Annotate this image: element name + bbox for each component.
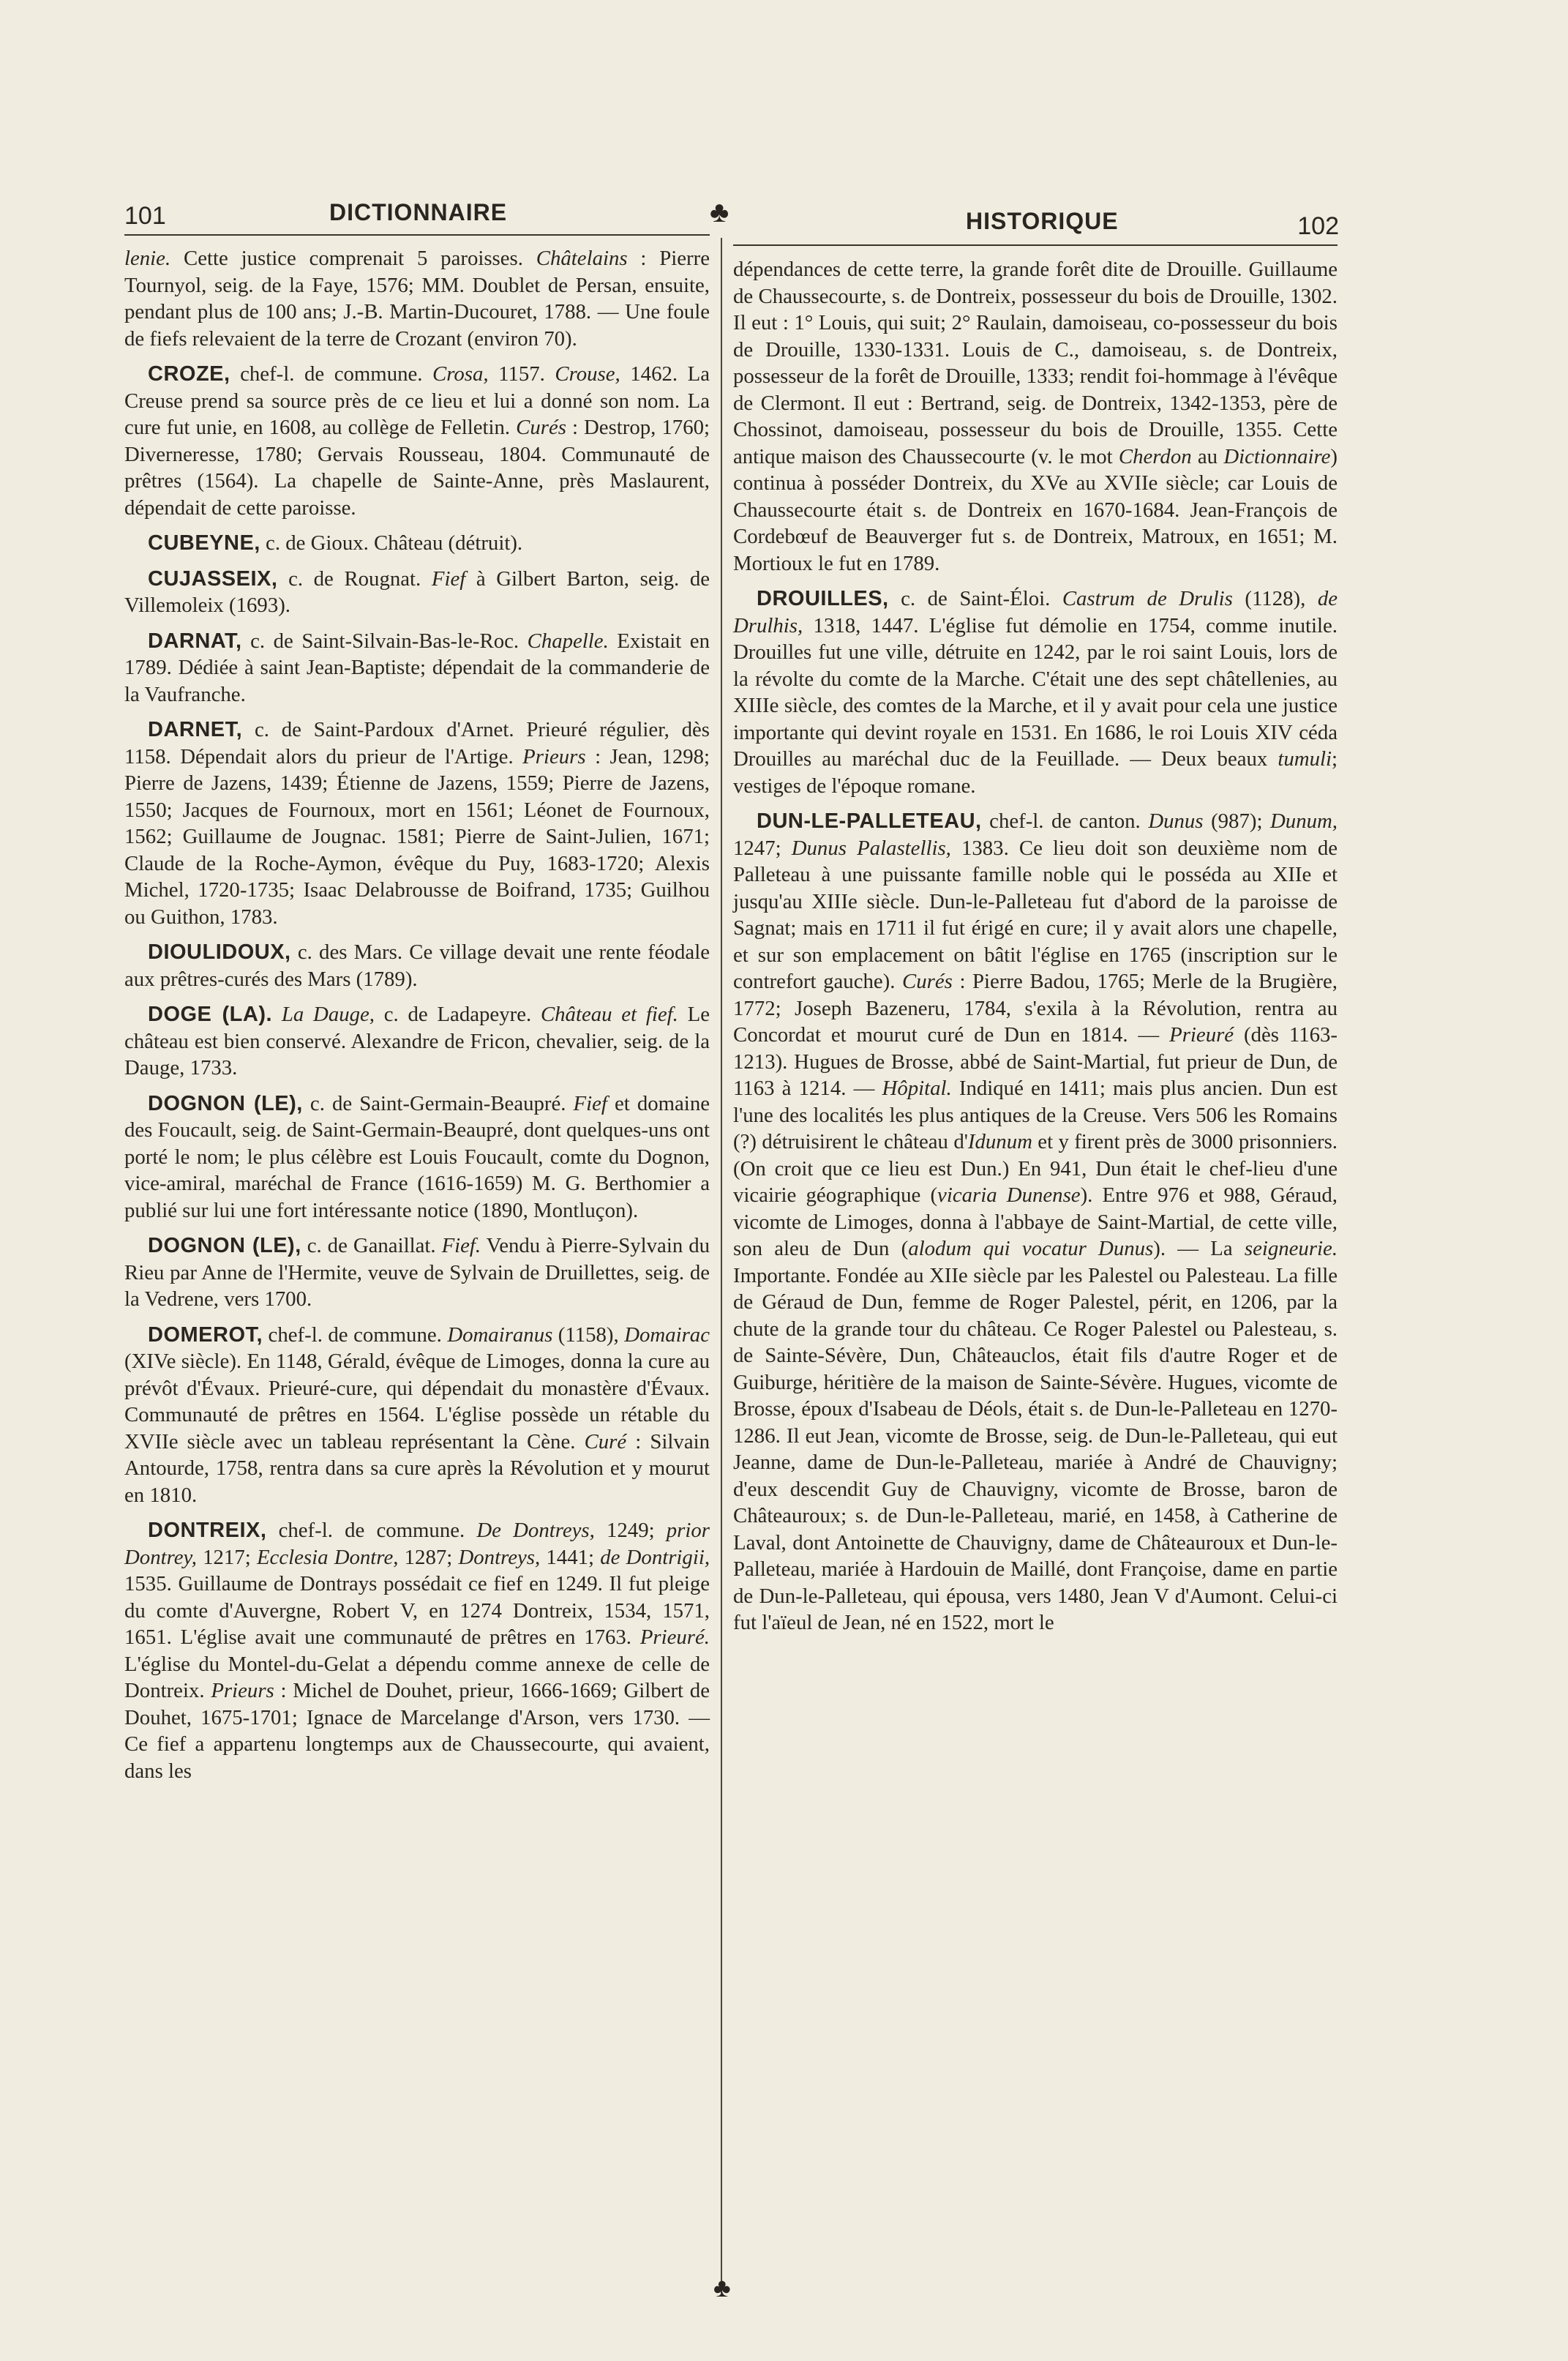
- italic-text: Cherdon: [1118, 444, 1192, 468]
- headword: CUJASSEIX,: [148, 566, 278, 591]
- body-text: c. de Saint-Pardoux d'Arnet. Prieuré régulier, dès 1158. Dépendait alors du prieur de l'Artige.: [124, 718, 710, 768]
- body-text: chef-l. de commune.: [266, 1519, 477, 1542]
- italic-text: Prieurs: [211, 1679, 274, 1702]
- body-text: Le château est bien conservé. Alexandre de Fricon, chevalier, seig. de la Dauge, 1733.: [124, 1003, 710, 1080]
- italic-text: Dontreys,: [458, 1545, 541, 1569]
- body-text: 1217;: [196, 1545, 257, 1569]
- headword: DROUILLES,: [757, 587, 889, 610]
- body-text: 1157.: [488, 362, 555, 386]
- entry-dontreix-continued: [733, 256, 1338, 577]
- bottom-fleuron-icon: ♣: [713, 2273, 731, 2302]
- body-text: ). Entre 976 et 988, Géraud, vicomte de Limoges, donna à l'abbaye de Saint-Martial, de cette ville, son aleu de Dun (: [733, 1183, 1338, 1260]
- entry-dontreix: [124, 1517, 710, 1784]
- italic-text: Curé: [584, 1429, 627, 1453]
- body-text: (1158),: [552, 1322, 625, 1347]
- running-title-left: DICTIONNAIRE: [329, 199, 508, 225]
- italic-text: Crosa,: [432, 362, 489, 386]
- headword: DARNET,: [148, 718, 243, 741]
- italic-text: Chapelle.: [527, 629, 609, 653]
- italic-text: Curés: [902, 970, 953, 993]
- italic-text: La Dauge,: [281, 1003, 375, 1026]
- body-text: (XIVe siècle). En 1148, Gérald, évêque de Limoges, donna la cure au prévôt d'Évaux. Prieuré-cure, qui dépendait du monastère d'Évaux. Communauté de prêtres en 1564. L'église possède un rétable du XVIIe siècle avec un tableau représentant la Cène.: [124, 1350, 710, 1453]
- headword: DOGE (LA).: [148, 1003, 273, 1026]
- italic-text: prior Dontrey,: [124, 1519, 710, 1569]
- italic-text: alodum qui vocatur Dunus: [908, 1237, 1154, 1260]
- entry-doge: [124, 1001, 710, 1082]
- body-text: 1249;: [594, 1519, 667, 1542]
- body-text: : Pierre Tournyol, seig. de la Faye, 1576; MM. Doublet de Persan, ensuite, pendant plus de 100 ans; J.-B. Martin-Ducouret, 1788. — Une foule de fiefs relevaient de la terre de Crozant (environ 70).: [124, 247, 710, 351]
- body-text: c. de Gioux. Château (détruit).: [260, 531, 523, 555]
- page-header: [124, 196, 1339, 240]
- page-number-right: 102: [1297, 212, 1339, 240]
- body-text: c. de Rougnat.: [277, 566, 432, 591]
- body-text: et domaine des Foucault, seig. de Saint-Germain-Beaupré, dont quelques-uns ont porté le nom; le plus célèbre est Louis Foucault, comte du Dognon, vice-amiral, maréchal de France (1616-1659) M. G. Berthomier a publié sur lui une fort intéressante notice (1890, Montluçon).: [124, 1091, 710, 1222]
- body-text: ) continua à posséder Dontreix, du XVe au XVIIe siècle; car Louis de Chaussecourte était s. de Dontreix en 1670-1684. Jean-François de Cordebœuf de Beauverger fut s. de Dontreix, Matroux, en 1651; M. Mortioux le fut en 1789.: [733, 444, 1338, 575]
- body-text: ; vestiges de l'époque romane.: [733, 747, 1338, 798]
- body-text: c. de Saint-Germain-Beaupré.: [302, 1091, 574, 1115]
- italic-text: Fief: [431, 566, 466, 591]
- entry-continuation: [124, 245, 710, 352]
- body-text: c. des Mars. Ce village devait une rente féodale aux prêtres-curés des Mars (1789).: [124, 940, 710, 991]
- body-text: 1535. Guillaume de Dontrays possédait ce fief en 1249. Il fut pleige du comte d'Auvergne, Robert V, en 1274 Dontreix, 1534, 1571, 1651. L'église avait une communauté de prêtres en 1763.: [124, 1572, 710, 1649]
- italic-text: tumuli: [1278, 747, 1332, 771]
- headword: DIOULIDOUX,: [148, 940, 291, 964]
- right-column: [733, 256, 1338, 1645]
- body-text: (dès 1163-1213). Hugues de Brosse, abbé de Saint-Martial, fut prieur de Dun, de 1163 à 1214. —: [733, 1023, 1338, 1100]
- italic-text: Dictionnaire: [1223, 444, 1331, 468]
- entry-cujasseix: [124, 566, 710, 619]
- italic-text: Curés: [516, 416, 566, 439]
- italic-text: Hôpital.: [882, 1077, 952, 1100]
- fleuron-icon: ♣: [710, 196, 729, 228]
- italic-text: De Dontreys,: [476, 1519, 595, 1542]
- headword: DOGNON (LE),: [148, 1091, 303, 1115]
- headword: CUBEYNE,: [148, 531, 260, 555]
- running-title-right: HISTORIQUE: [966, 208, 1119, 234]
- italic-text: Idunum: [967, 1130, 1032, 1153]
- italic-text: seigneurie.: [1244, 1237, 1338, 1260]
- entry-domerot: [124, 1322, 710, 1509]
- body-text: chef-l. de commune.: [263, 1322, 448, 1347]
- italic-text: Prieuré.: [639, 1625, 710, 1649]
- headword: CROZE,: [148, 362, 230, 386]
- entry-cubeyne: [124, 530, 710, 557]
- body-text: (1128),: [1232, 587, 1318, 610]
- left-column: [124, 245, 710, 1793]
- italic-text: Prieurs: [522, 744, 586, 768]
- italic-text: vicaria Dunense: [937, 1183, 1081, 1207]
- italic-text: Domairac: [624, 1322, 710, 1347]
- page-number-left: 101: [124, 202, 166, 230]
- body-text: Vendu à Pierre-Sylvain du Rieu par Anne de l'Hermite, veuve de Sylvain de Druillettes, seig. de la Vedrene, vers 1700.: [124, 1234, 710, 1311]
- italic-text: Castrum de Drulis: [1062, 587, 1233, 610]
- headword: DONTREIX,: [148, 1519, 267, 1542]
- body-text: chef-l. de commune.: [230, 362, 433, 386]
- body-text: c. de Saint-Silvain-Bas-le-Roc.: [241, 629, 528, 653]
- body-text: (987);: [1203, 809, 1270, 833]
- body-text: Importante. Fondée au XIIe siècle par les Palestel ou Palesteau. La fille de Géraud de Dun, femme de Roger Palestel, périt, en 1206, par la chute de la grande tour du château. Ce Roger Palestel ou Palesteau, s. de Sainte-Sévère, Dun, Châteauclos, était fils d'autre Roger et de Guiburge, héritière de la maison de Sainte-Sévère. Hugues, vicomte de Brosse, époux d'Isabeau de Déols, était s. de Dun-le-Palleteau en 1270-1286. Il eut Jean, vicomte de Brosse, seig. de Dun-le-Palleteau, qui eut Jeanne, dame de Dun-le-Palleteau, mariée à André de Chauvigny; d'eux descendit Guy de Chauvigny, vicomte de Brosse, baron de Châteauroux; s. de Dun-le-Palleteau, marié, en 1458, à Catherine de Laval, dont Antoinette de Chauvigny, dame de Châteauroux et Dun-le-Palleteau, mariée à Hardouin de Maillé, dont Françoise, dame en partie de Dun-le-Palleteau, qui épousa, vers 1480, Jean V d'Aumont. Celui-ci fut l'aïeul de Jean, né en 1522, mort le: [733, 1263, 1338, 1634]
- header-rule-left: [124, 234, 710, 236]
- entry-drouilles: [733, 585, 1338, 799]
- headword: DOMEROT,: [148, 1322, 263, 1347]
- italic-text: Domairanus: [447, 1322, 553, 1347]
- entry-darnat: [124, 628, 710, 708]
- body-text: dépendances de cette terre, la grande forêt dite de Drouille. Guillaume de Chaussecourte, s. de Dontreix, possesseur du bois de Drouille, 1302. Il eut : 1° Louis, qui suit; 2° Raulain, damoiseau, co-possesseur du bois de Drouille, 1330-1331. Louis de C., damoiseau, s. de Dontreix, possesseur de la forêt de Drouille, 1333; rendit foi-hommage à l'évêque de Clermont. Il eut : Bertrand, seig. de Dontreix, 1342-1353, père de Chossinot, damoiseau, possesseur du bois de Drouille, 1355. Cette antique maison des Chaussecourte (v. le mot: [733, 258, 1338, 468]
- body-text: 1287;: [398, 1545, 459, 1569]
- entry-dun-le-palleteau: [733, 808, 1338, 1636]
- body-text: c. de Ganaillat.: [301, 1234, 442, 1257]
- italic-text: Ecclesia Dontre,: [256, 1545, 399, 1569]
- headword: DOGNON (LE),: [148, 1234, 301, 1257]
- body-text: Indiqué en 1411; mais plus ancien. Dun est l'une des localités les plus antiques de la Creuse. Vers 506 les Romains (?) détruisirent le château d': [733, 1077, 1338, 1153]
- entry-dognon-ganaillat: [124, 1232, 710, 1313]
- italic-text: Château et fief.: [540, 1003, 678, 1026]
- body-text: : Jean, 1298; Pierre de Jazens, 1439; Étienne de Jazens, 1559; Pierre de Jazens, 1550; Jacques de Fournoux, mort en 1561; Léonet de Fournoux, 1562; Guillaume de Jougnac. 1581; Pierre de Saint-Julien, 1671; Claude de la Roche-Aymon, évêque du Puy, 1683-1720; Alexis Michel, 1720-1735; Isaac Delabrousse de Boifrand, 1735; Guilhou ou Guithon, 1783.: [124, 744, 710, 929]
- body-text: et y firent près de 3000 prisonniers. (On croit que ce lieu est Dun.) En 941, Dun était le chef-lieu d'une vicairie géographique (: [733, 1130, 1338, 1207]
- body-text: c. de Ladapeyre.: [375, 1003, 541, 1026]
- body-text: au: [1191, 444, 1224, 468]
- italic-text: Fief.: [441, 1234, 481, 1257]
- italic-text: Crouse,: [555, 362, 620, 386]
- body-text: 1318, 1447. L'église fut démolie en 1754, comme inutile. Drouilles fut une ville, détruite en 1242, par le roi saint Louis, lors de la révolte du comte de la Marche. C'était une des sept châtellenies, au XIIIe siècle, des comtes de la Marche, et il y avait pour cela une justice importante qui devint royale en 1531. En 1686, le roi Louis XIV céda Drouilles au maréchal duc de la Feuillade. — Deux beaux: [733, 613, 1338, 771]
- body-text: 1462. La Creuse prend sa source près de ce lieu et lui a donné son nom. La cure fut unie, en 1608, au collège de Felletin.: [124, 362, 710, 439]
- body-text: Existait en 1789. Dédiée à saint Jean-Baptiste; dépendait de la commanderie de la Vaufranche.: [124, 629, 710, 706]
- italic-text: Dunus Palastellis,: [791, 836, 951, 860]
- body-text: : Pierre Badou, 1765; Merle de la Brugière, 1772; Joseph Bazeneru, 1784, s'exila à la Révolution, rentra au Concordat et mourut curé de Dun en 1814. —: [733, 970, 1338, 1047]
- entry-dioulidoux: [124, 939, 710, 992]
- body-text: : Michel de Douhet, prieur, 1666-1669; Gilbert de Douhet, 1675-1701; Ignace de Marcelange d'Arson, vers 1730. — Ce fief a appartenu longtemps aux de Chaussecourte, qui avaient, dans les: [124, 1679, 710, 1783]
- body-text: L'église du Montel-du-Gelat a dépendu comme annexe de celle de Dontreix.: [124, 1652, 710, 1702]
- body-text: ). — La: [1153, 1237, 1245, 1260]
- entry-croze: [124, 361, 710, 521]
- headword: DUN-LE-PALLETEAU,: [757, 809, 982, 833]
- italic-text: Prieuré: [1169, 1023, 1234, 1047]
- entry-darnet: [124, 716, 710, 930]
- italic-text: lenie.: [124, 247, 171, 270]
- body-text: à Gilbert Barton, seig. de Villemoleix (1693).: [124, 566, 710, 617]
- italic-text: Dunus: [1148, 809, 1204, 833]
- body-text: : Destrop, 1760; Diverneresse, 1780; Gervais Rousseau, 1804. Communauté de prêtres (1564). La chapelle de Sainte-Anne, près Maslaurent, dépendait de cette paroisse.: [124, 416, 710, 520]
- italic-text: Châtelains: [536, 247, 628, 270]
- entry-dognon-saint-germain: [124, 1090, 710, 1224]
- italic-text: de Dontrigii,: [600, 1545, 710, 1569]
- header-rule-right: [733, 244, 1338, 246]
- body-text: chef-l. de canton.: [981, 809, 1149, 833]
- headword: DARNAT,: [148, 629, 242, 653]
- italic-text: Fief: [573, 1091, 607, 1115]
- italic-text: de Drulhis,: [733, 587, 1338, 637]
- body-text: 1383. Ce lieu doit son deuxième nom de Palleteau à une puissante famille noble qui le posséda au XIIe et jusqu'au XIIIe siècle. Dun-le-Palleteau fut d'abord de la paroisse de Sagnat; mais en 1711 il fut érigé en cure; il y avait alors une chapelle, et sur son emplacement on bâtit l'église en 1765 (inscription sur le contrefort gauche).: [733, 836, 1338, 993]
- body-text: : Silvain Antourde, 1758, rentra dans sa cure après la Révolution et y mourut en 1810.: [124, 1429, 710, 1507]
- italic-text: Dunum,: [1270, 809, 1338, 833]
- body-text: 1441;: [540, 1545, 601, 1569]
- body-text: 1247;: [733, 836, 792, 860]
- body-text: Cette justice comprenait 5 paroisses.: [170, 247, 536, 270]
- column-divider: [721, 238, 722, 2294]
- body-text: c. de Saint-Éloi.: [888, 587, 1062, 610]
- body-text: [272, 1003, 282, 1026]
